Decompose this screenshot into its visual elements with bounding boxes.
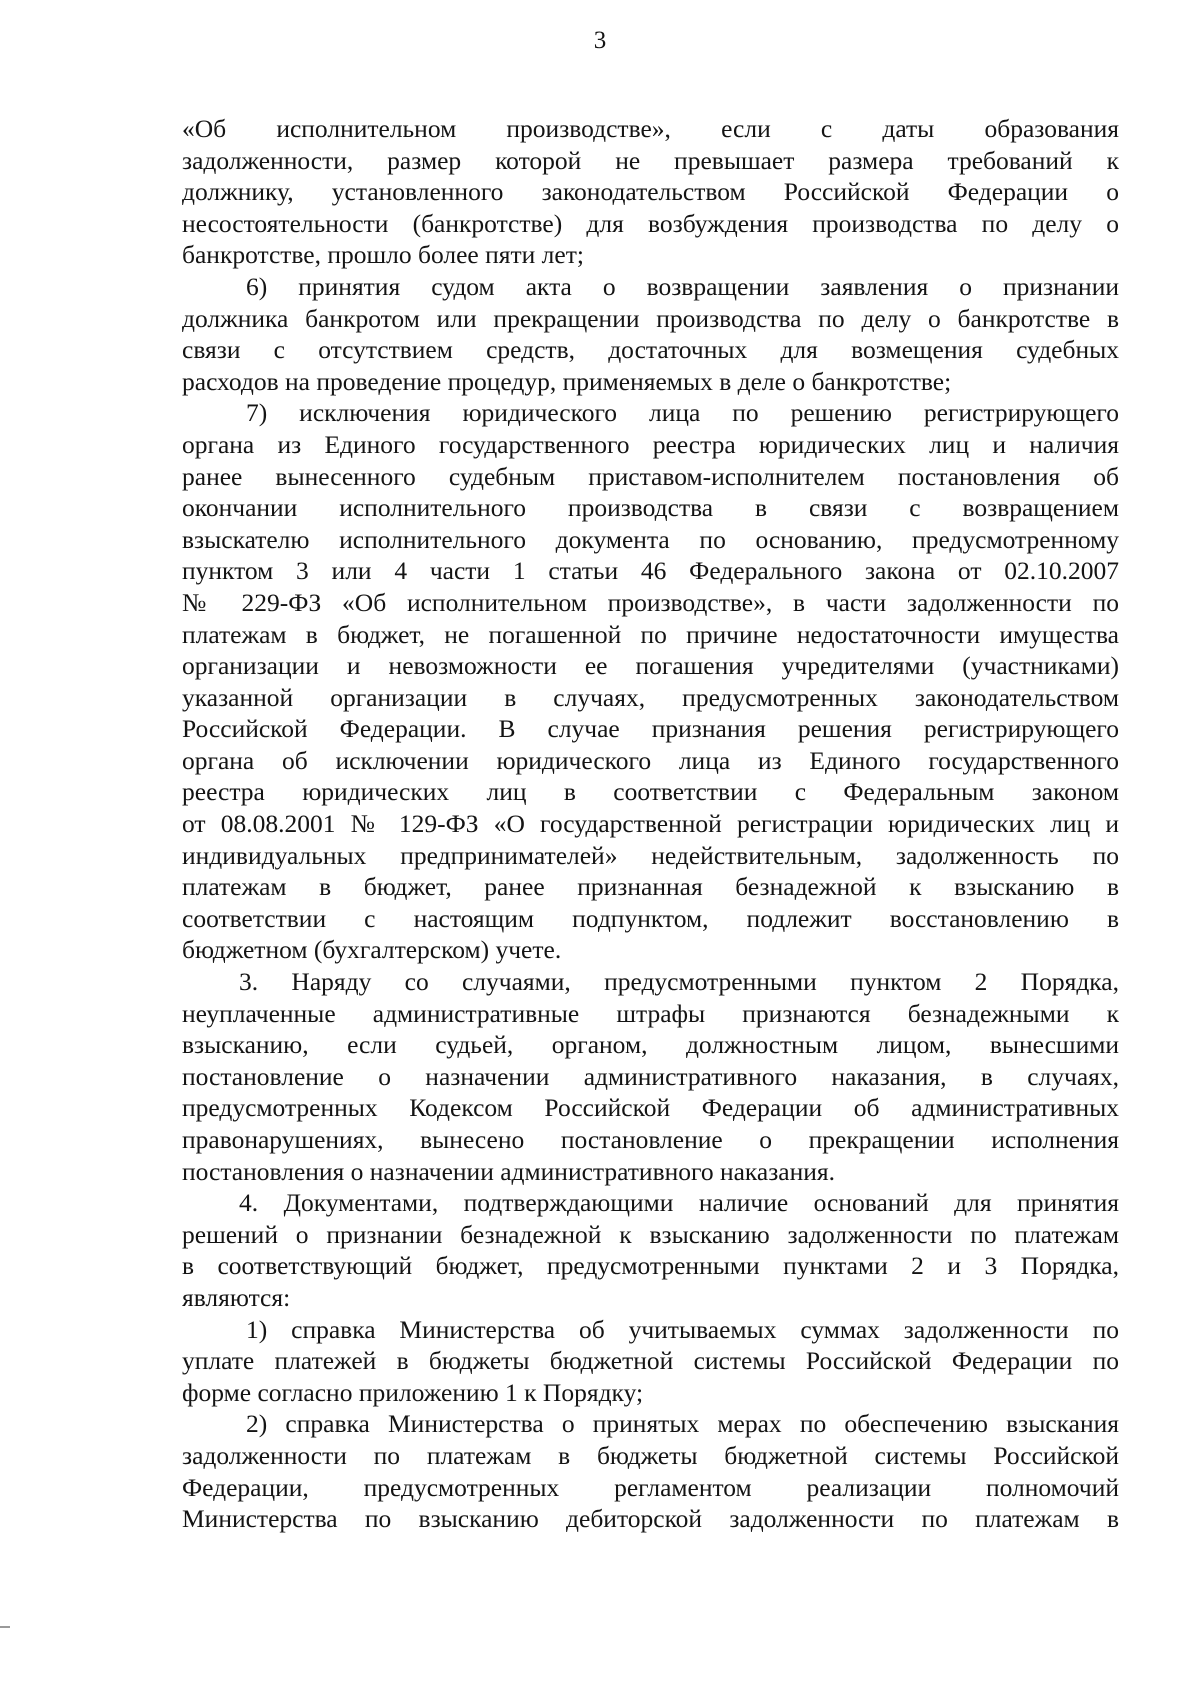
paragraph-first-line: 2) справка Министерства о принятых мерах по обеспечению взыскания: [246, 1409, 1119, 1439]
text-line: Российской Федерации. В случае признания решения регистрирующего: [182, 714, 1119, 744]
paragraph-first-line: 7) исключения юридического лица по решению регистрирующего: [246, 398, 1119, 428]
text-line: индивидуальных предпринимателей» недействительным, задолженность по: [182, 840, 1119, 870]
document-body: [182, 113, 1119, 1535]
paragraph-first-line: 6) принятия судом акта о возвращении заявления о признании: [246, 271, 1119, 301]
text-line: платежам в бюджет, ранее признанная безнадежной к взысканию в: [182, 872, 1119, 902]
text-line: платежам в бюджет, не погашенной по причине недостаточности имущества: [182, 619, 1119, 649]
text-line: органа из Единого государственного реестра юридических лиц и наличия: [182, 429, 1119, 459]
text-line: организации и невозможности ее погашения учредителями (участниками): [182, 651, 1119, 681]
text-line: окончании исполнительного производства в связи с возвращением: [182, 493, 1119, 523]
paragraph-first-line: 4. Документами, подтверждающими наличие оснований для принятия: [239, 1188, 1119, 1218]
text-line: реестра юридических лиц в соответствии с Федеральным законом: [182, 777, 1119, 807]
text-line: Министерства по взысканию дебиторской задолженности по платежам в: [182, 1504, 1119, 1534]
text-line: бюджетном (бухгалтерском) учете.: [182, 935, 562, 965]
text-line: от 08.08.2001 № 129-ФЗ «О государственной регистрации юридических лиц и: [182, 809, 1119, 839]
text-line: неуплаченные административные штрафы признаются безнадежными к: [182, 998, 1119, 1028]
text-line: являются:: [182, 1282, 291, 1312]
text-line: задолженности по платежам в бюджеты бюджетной системы Российской: [182, 1440, 1119, 1470]
text-line: решений о признании безнадежной к взысканию задолженности по платежам: [182, 1219, 1119, 1249]
text-line: должнику, установленного законодательством Российской Федерации о: [182, 177, 1119, 207]
text-line: предусмотренных Кодексом Российской Федерации об административных: [182, 1093, 1119, 1123]
text-line: соответствии с настоящим подпунктом, подлежит восстановлению в: [182, 903, 1119, 933]
text-line: «Об исполнительном производстве», если с даты образования: [182, 114, 1119, 143]
text-line: органа об исключении юридического лица из Единого государственного: [182, 745, 1119, 775]
text-line: правонарушениях, вынесено постановление о прекращении исполнения: [182, 1125, 1119, 1154]
text-line: расходов на проведение процедур, применяемых в деле о банкротстве;: [182, 366, 952, 396]
text-line: постановление о назначении административного наказания, в случаях,: [182, 1061, 1119, 1091]
text-line: ранее вынесенного судебным приставом-исполнителем постановления об: [182, 461, 1119, 491]
paragraph-first-line: 1) справка Министерства об учитываемых суммах задолженности по: [246, 1314, 1119, 1344]
page-number: 3: [593, 27, 607, 54]
text-line: форме согласно приложению 1 к Порядку;: [182, 1377, 644, 1407]
text-line: Федерации, предусмотренных регламентом реализации полномочий: [182, 1472, 1119, 1502]
text-line: в соответствующий бюджет, предусмотренными пунктами 2 и 3 Порядка,: [182, 1251, 1119, 1281]
text-line: связи с отсутствием средств, достаточных для возмещения судебных: [182, 335, 1119, 365]
text-line: уплате платежей в бюджеты бюджетной системы Российской Федерации по: [182, 1346, 1119, 1376]
text-line: несостоятельности (банкротстве) для возбуждения производства по делу о: [182, 208, 1119, 238]
text-line: должника банкротом или прекращении производства по делу о банкротстве в: [182, 303, 1119, 333]
text-line: постановления о назначении административного наказания.: [182, 1156, 836, 1186]
text-line: № 229-ФЗ «Об исполнительном производстве», в части задолженности по: [182, 587, 1119, 617]
text-line: указанной организации в случаях, предусмотренных законодательством: [182, 682, 1119, 712]
paragraph-first-line: 3. Наряду со случаями, предусмотренными пунктом 2 Порядка,: [239, 967, 1119, 997]
text-line: взысканию, если судьей, органом, должностным лицом, вынесшими: [182, 1030, 1119, 1060]
text-line: задолженности, размер которой не превышает размера требований к: [182, 145, 1119, 175]
text-line: пунктом 3 или 4 части 1 статьи 46 Федерального закона от 02.10.2007: [182, 556, 1119, 586]
scan-edge-mark: [0, 1626, 10, 1628]
text-line: взыскателю исполнительного документа по основанию, предусмотренному: [182, 524, 1119, 554]
text-line: банкротстве, прошло более пяти лет;: [182, 240, 584, 270]
